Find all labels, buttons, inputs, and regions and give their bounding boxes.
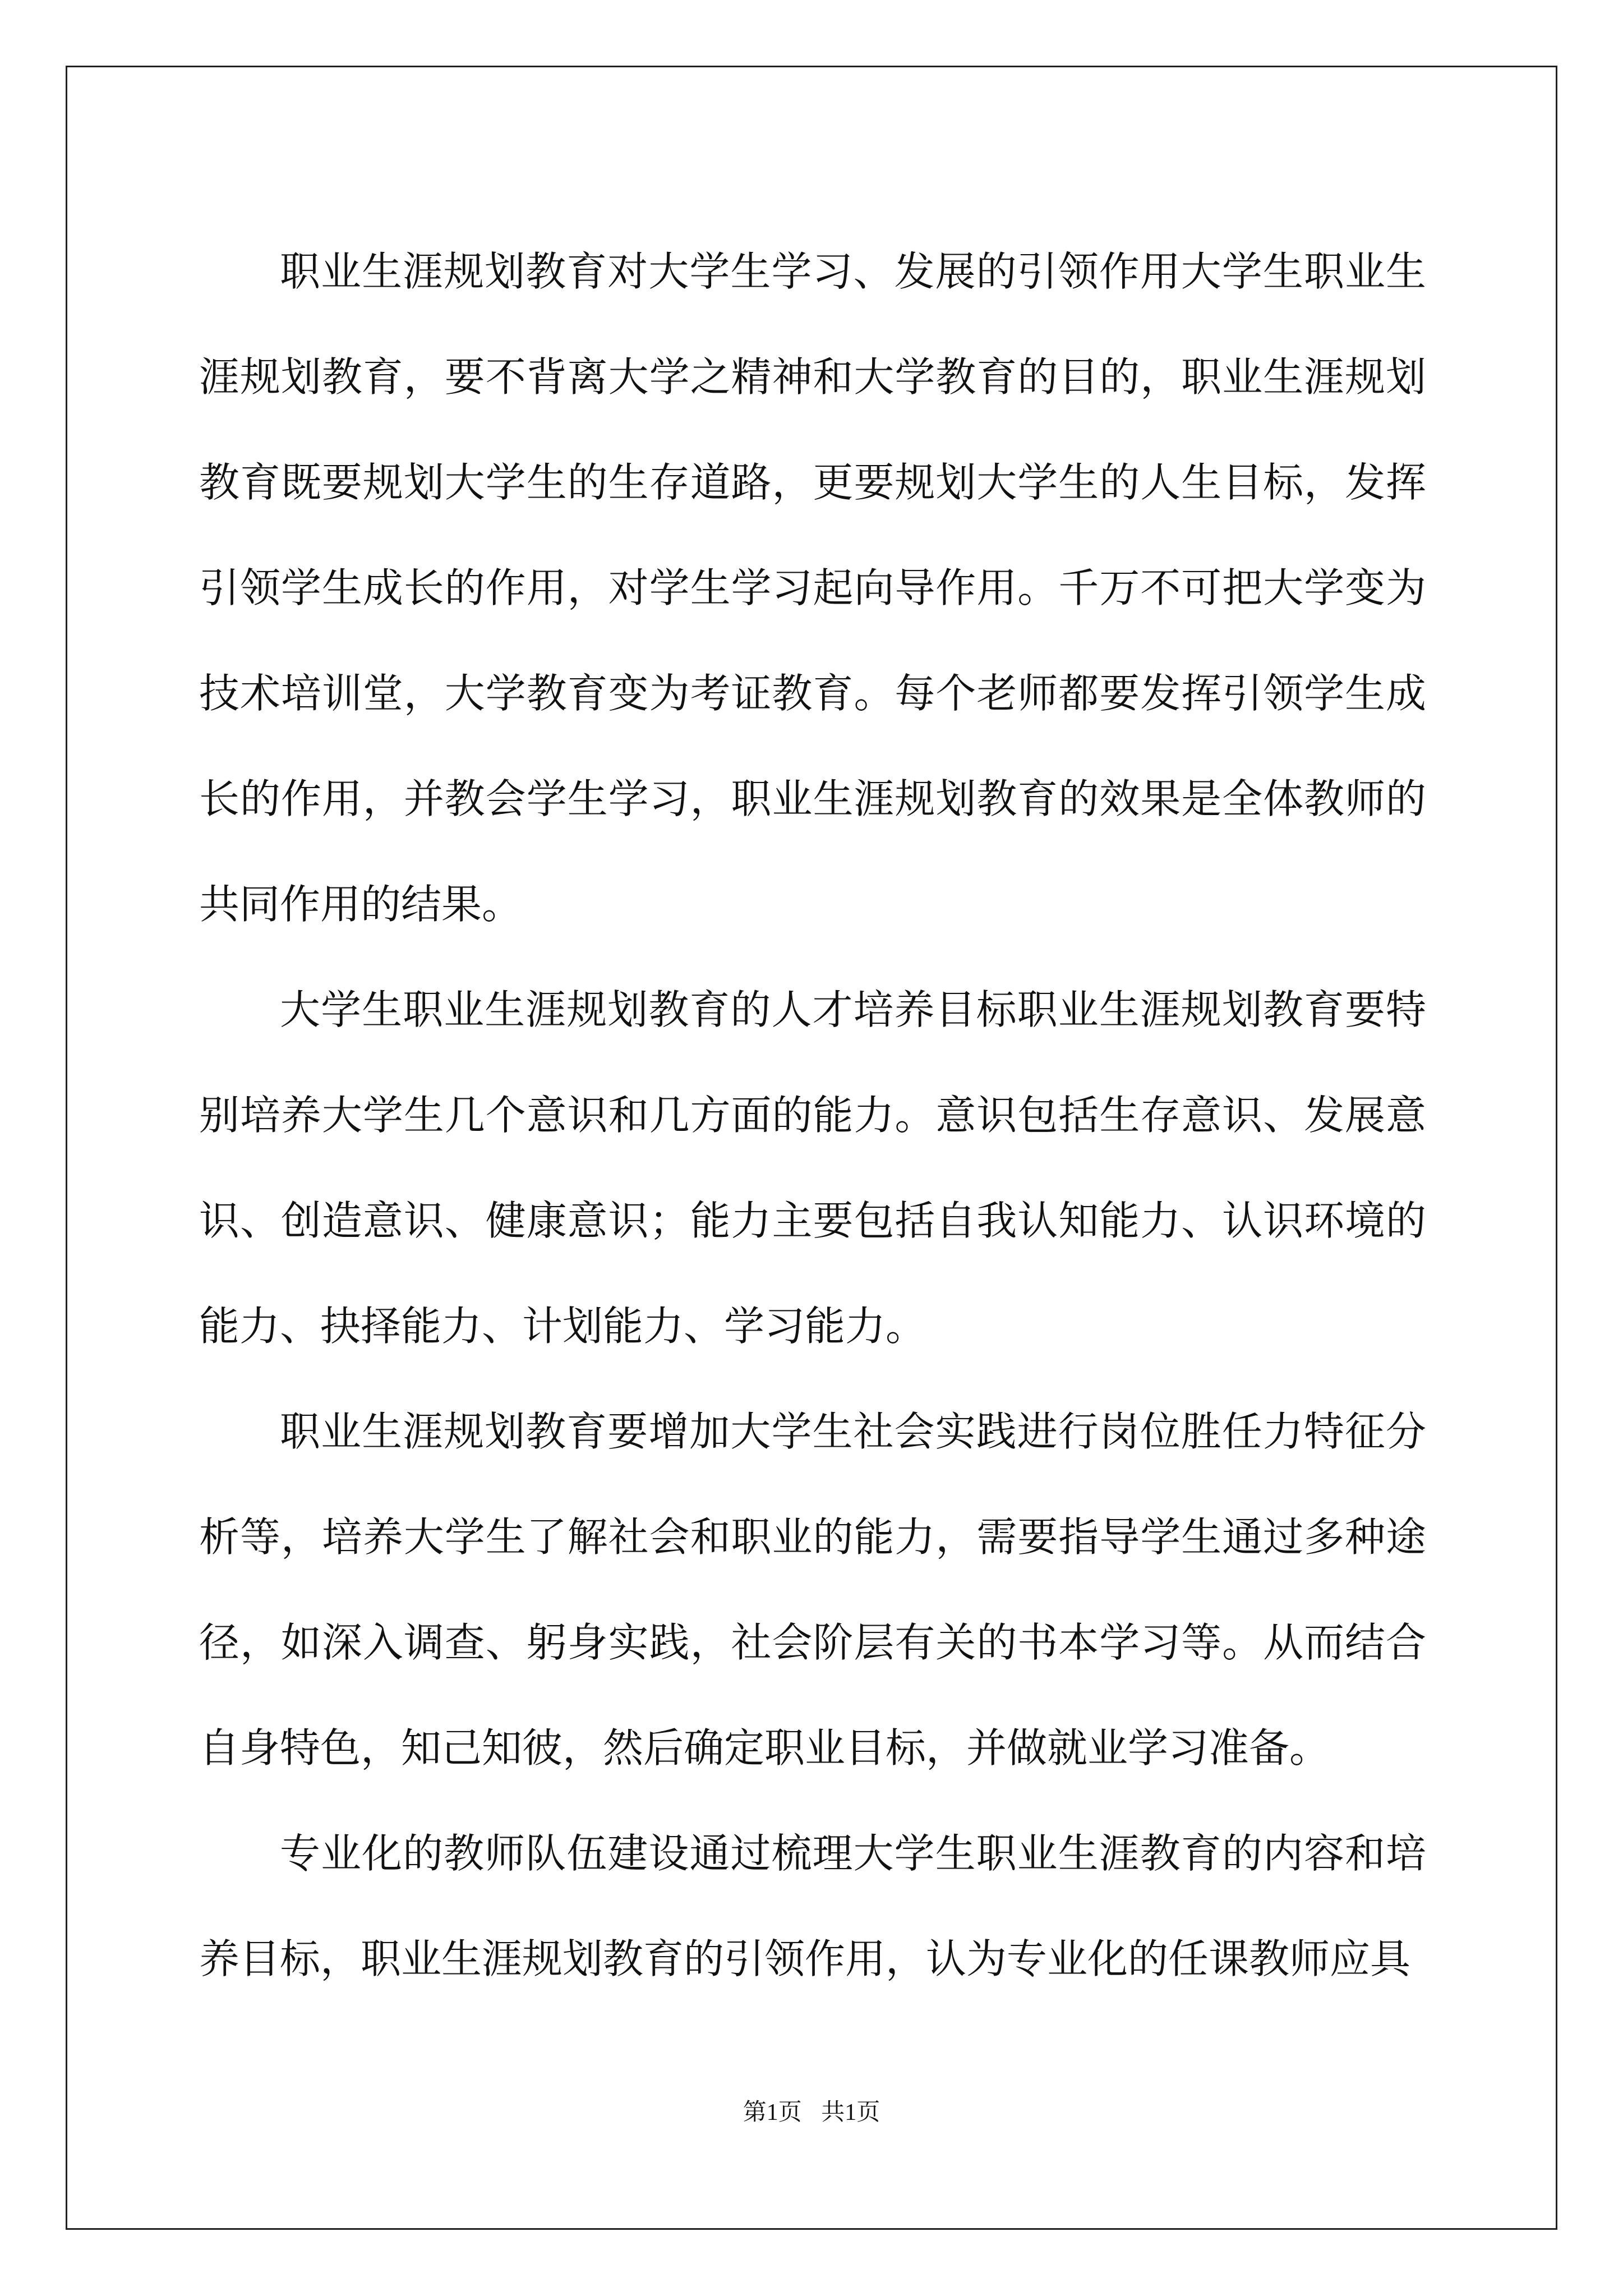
paragraph-3: 职业生涯规划教育要增加大学生社会实践进行岗位胜任力特征分析等，培养大学生了解社会和职业的能力，需要指导学生通过多种途径，如深入调查、躬身实践，社会阶层有关的书本学习等。从而结合自身特色，知己知彼，然后确定职业目标，并做就业学习准备。	[199, 1408, 1426, 1772]
page-footer	[0, 2097, 1623, 2128]
paragraph-1: 职业生涯规划教育对大学生学习、发展的引领作用大学生职业生涯规划教育，要不背离大学之精神和大学教育的目的，职业生涯规划教育既要规划大学生的生存道路，更要规划大学生的人生目标，发挥引领学生成长的作用，对学生学习起向导作用。千万不可把大学变为技术培训堂，大学教育变为考证教育。每个老师都要发挥引领学生成长的作用，并教会学生学习，职业生涯规划教育的效果是全体教师的共同作用的结果。	[199, 248, 1426, 928]
paragraph-2: 大学生职业生涯规划教育的人才培养目标职业生涯规划教育要特别培养大学生几个意识和几方面的能力。意识包括生存意识、发展意识、创造意识、健康意识；能力主要包括自我认知能力、认识环境的能力、抉择能力、计划能力、学习能力。	[199, 986, 1426, 1350]
document-body	[199, 219, 1426, 2012]
page-total: 共1页	[821, 2100, 880, 2125]
page-number: 第1页	[743, 2100, 802, 2125]
paragraph-4: 专业化的教师队伍建设通过梳理大学生职业生涯教育的内容和培养目标，职业生涯规划教育的引领作用，认为专业化的任课教师应具	[199, 1830, 1426, 1982]
